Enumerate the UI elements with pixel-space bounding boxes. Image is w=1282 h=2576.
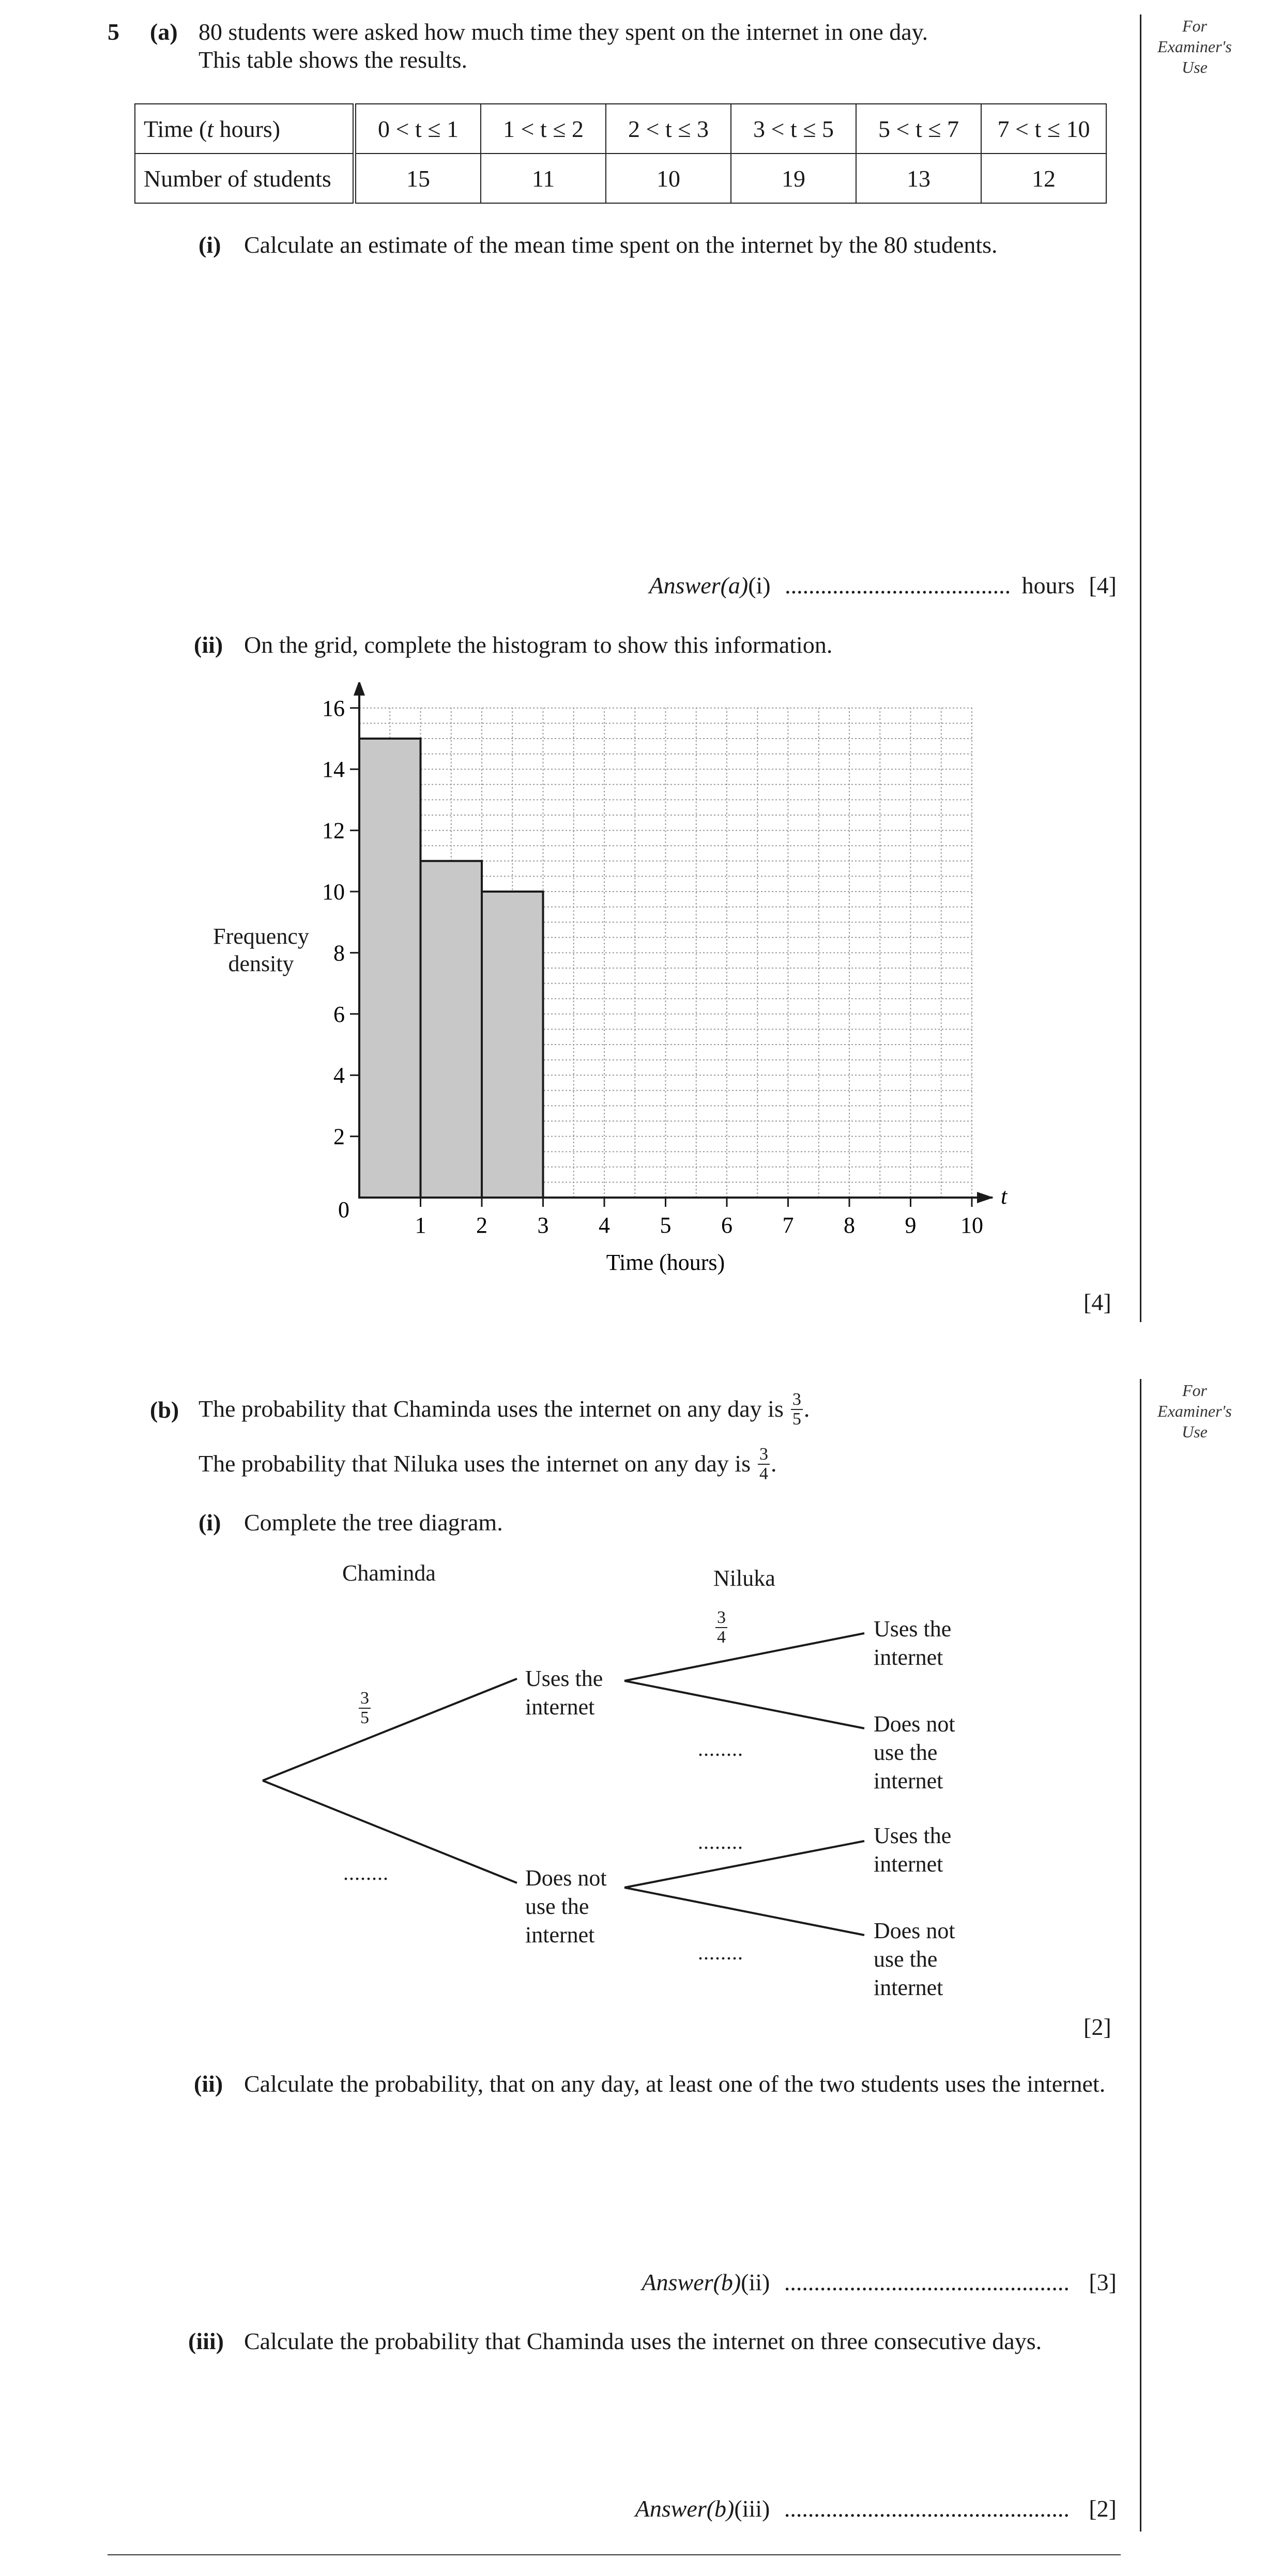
b-ii-label: (ii): [194, 2071, 223, 2097]
table-header-time: Time (t hours): [135, 104, 355, 154]
node-niluka-not-1: Does not use the internet: [874, 1711, 955, 1793]
node-chaminda-uses: Uses the internet: [525, 1666, 603, 1720]
branch-label-chaminda-uses: $\frac{3}{5}$: [359, 1689, 371, 1727]
tree-header-chaminda: Chaminda: [342, 1560, 436, 1586]
x-axis-symbol: t: [1001, 1184, 1008, 1209]
blank-niluka-uses-2[interactable]: ........: [698, 1830, 743, 1853]
table-cell-count: 13: [856, 154, 981, 203]
table-cell-interval: 0 < t ≤ 1: [355, 104, 481, 154]
table-cell-count: 10: [606, 154, 731, 203]
x-tick-label: 8: [844, 1213, 855, 1238]
x-tick-label: 7: [782, 1213, 794, 1238]
part-b-line1: The probability that Chaminda uses the internet on any day is $\frac{3}{5}$ .: [199, 1390, 810, 1429]
branch-niluka-not-2: [624, 1888, 864, 1935]
table-cell-count: 11: [481, 154, 606, 203]
page-bottom-rule: [108, 2554, 1121, 2555]
table-cell-count: 15: [355, 154, 481, 203]
table-cell-interval: 7 < t ≤ 10: [981, 104, 1106, 154]
question-number: 5: [108, 19, 119, 45]
b-i-question: Complete the tree diagram.: [244, 1509, 503, 1536]
b-iii-answer-line: Answer(b)(iii) ................................................ [2]: [635, 2495, 1117, 2522]
a-i-label: (i): [199, 232, 221, 258]
y-tick-label: 2: [333, 1124, 345, 1149]
a-i-answer-line: Answer(a)(i) ...................................... hours [4]: [649, 572, 1117, 599]
blank-niluka-not-1[interactable]: ........: [698, 1737, 743, 1760]
a-ii-question: On the grid, complete the histogram to show this information.: [244, 632, 833, 658]
part-b-label: (b): [150, 1397, 179, 1423]
histogram-ylabel: Frequency density: [213, 924, 309, 976]
table-cell-count: 19: [731, 154, 856, 203]
table-cell-interval: 5 < t ≤ 7: [856, 104, 981, 154]
table-cell-interval: 1 < t ≤ 2: [481, 104, 606, 154]
x-tick-label: 5: [660, 1213, 671, 1238]
a-i-answer-blank[interactable]: ......................................: [785, 572, 1011, 599]
branch-chaminda-not: [263, 1781, 517, 1883]
examiner-use-note-top: For Examiner's Use: [1157, 17, 1232, 76]
x-tick-label: 6: [721, 1213, 732, 1238]
a-i-question: Calculate an estimate of the mean time spent on the internet by the 80 students.: [244, 232, 998, 258]
b-ii-answer-blank[interactable]: ................................................: [784, 2269, 1070, 2295]
part-a-line2: This table shows the results.: [199, 47, 467, 73]
part-b-line2: The probability that Niluka uses the internet on any day is $\frac{3}{4}$ .: [199, 1445, 777, 1483]
x-tick-label: 10: [960, 1213, 983, 1238]
tree-header-niluka: Niluka: [713, 1566, 775, 1591]
y-tick-label: 10: [322, 879, 345, 904]
b-iii-label: (iii): [188, 2328, 224, 2354]
part-a-line1: 80 students were asked how much time they spent on the internet in one day.: [199, 19, 928, 45]
branch-niluka-uses-2: [624, 1841, 864, 1888]
y-tick-label: 14: [322, 757, 345, 783]
table-header-students: Number of students: [135, 154, 355, 203]
part-a-label: (a): [150, 19, 178, 45]
node-niluka-uses-2: Uses the internet: [874, 1823, 952, 1877]
y-tick-label: 4: [333, 1063, 345, 1088]
branch-niluka-not-1: [624, 1681, 864, 1728]
b-iii-answer-blank[interactable]: ................................................: [784, 2495, 1070, 2522]
b-i-marks: [2]: [1083, 2014, 1111, 2040]
y-tick-label: 6: [333, 1001, 345, 1027]
niluka-probability: $\frac{3}{4}$: [758, 1445, 770, 1483]
y-tick-label: 8: [333, 940, 345, 966]
node-chaminda-not: Does not use the internet: [525, 1865, 607, 1948]
b-iii-question: Calculate the probability that Chaminda uses the internet on three consecutive days.: [244, 2328, 1042, 2354]
b-ii-answer-line: Answer(b)(ii) ................................................ [3]: [642, 2269, 1117, 2295]
examiner-use-note-bottom: For Examiner's Use: [1157, 1381, 1232, 1441]
branch-niluka-uses-1: [624, 1633, 864, 1681]
node-niluka-not-2: Does not use the internet: [874, 1918, 955, 2000]
origin-label: 0: [338, 1197, 349, 1222]
table-cell-interval: 3 < t ≤ 5: [731, 104, 856, 154]
table-cell-count: 12: [981, 154, 1106, 203]
x-tick-label: 9: [905, 1213, 917, 1238]
y-tick-label: 16: [322, 695, 345, 721]
chaminda-probability: $\frac{3}{5}$: [791, 1390, 803, 1428]
branch-chaminda-uses: [263, 1679, 517, 1781]
y-tick-label: 12: [322, 818, 345, 844]
x-tick-label: 4: [599, 1213, 610, 1238]
a-ii-marks: [4]: [1083, 1289, 1111, 1315]
x-tick-label: 2: [476, 1213, 487, 1238]
table-cell-interval: 2 < t ≤ 3: [606, 104, 731, 154]
a-ii-label: (ii): [194, 632, 223, 658]
branch-label-niluka-uses: $\frac{3}{4}$: [715, 1608, 727, 1646]
x-axis-title: Time (hours): [606, 1250, 725, 1275]
x-tick-label: 3: [537, 1213, 549, 1238]
blank-chaminda-not[interactable]: ........: [343, 1861, 389, 1884]
b-i-label: (i): [199, 1509, 221, 1536]
b-ii-question: Calculate the probability, that on any day, at least one of the two students uses the internet.: [244, 2071, 1106, 2097]
blank-niluka-not-2[interactable]: ........: [698, 1941, 743, 1964]
node-niluka-uses-1: Uses the internet: [874, 1616, 952, 1670]
x-tick-label: 1: [415, 1213, 426, 1238]
